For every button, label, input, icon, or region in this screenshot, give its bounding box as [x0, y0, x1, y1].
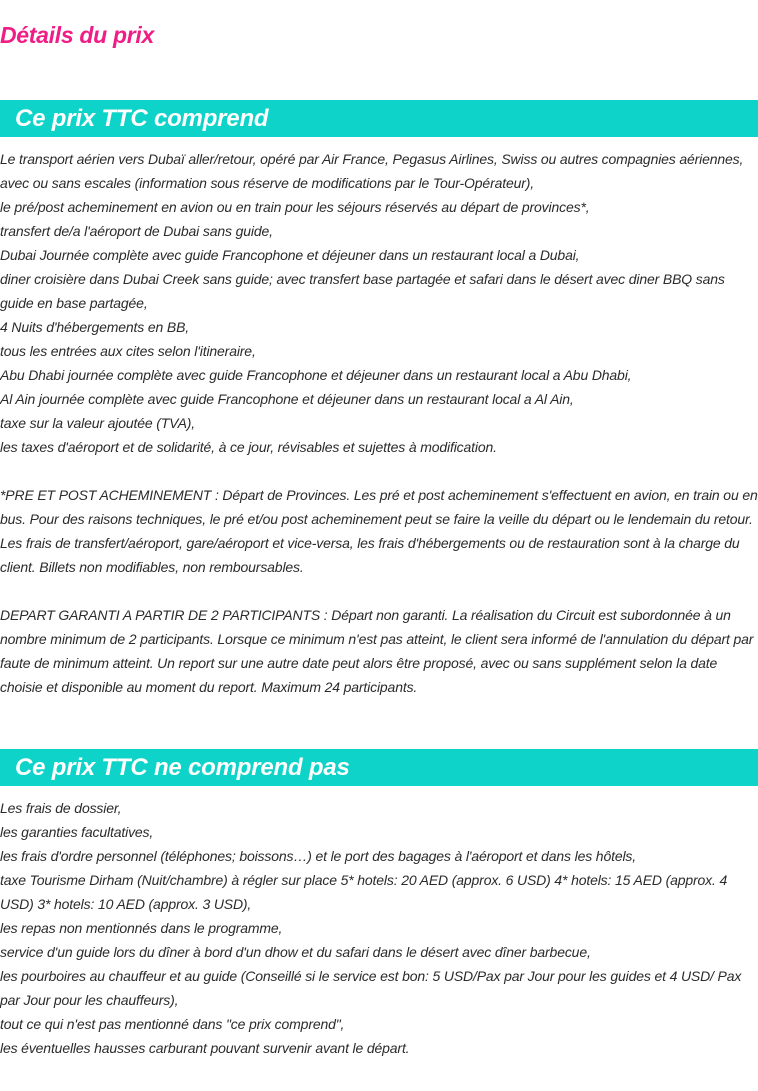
list-item: tout ce qui n'est pas mentionné dans "ce prix comprend",: [0, 1016, 345, 1032]
list-item: le pré/post acheminement en avion ou en train pour les séjours réservés au départ de provinces*,: [0, 199, 590, 215]
transport-note: *PRE ET POST ACHEMINEMENT : Départ de Provinces. Les pré et post acheminement s'effectuent en avion, en train ou en bus. Pour des raisons techniques, le pré et/ou post acheminement peut se faire la veille du départ ou le lendemain du retour. Les frais de transfert/aéroport, gare/aéroport et vice-versa, les frais d'hébergements ou de restauration sont à la charge du client. Billets non modifiables, non remboursables.: [0, 487, 758, 575]
list-item: les éventuelles hausses carburant pouvant survenir avant le départ.: [0, 1040, 410, 1056]
list-item: les pourboires au chauffeur et au guide (Conseillé si le service est bon: 5 USD/Pax par Jour pour les guides et 4 USD/ Pax par Jour pour les chauffeurs),: [0, 968, 742, 1008]
departure-note: DEPART GARANTI A PARTIR DE 2 PARTICIPANTS : Départ non garanti. La réalisation du Circuit est subordonnée à un nombre minimum de 2 participants. Lorsque ce minimum n'est pas atteint, le client sera informé de l'annulation du départ par faute de minimum atteint. Un report sur une autre date peut alors être proposé, avec ou sans supplément selon la date choisie et disponible au moment du report. Maximum 24 participants.: [0, 607, 754, 695]
excludes-heading: Ce prix TTC ne comprend pas: [15, 754, 350, 781]
includes-section-header: [0, 100, 758, 137]
list-item: les frais d'ordre personnel (téléphones; boissons…) et le port des bagages à l'aéroport et dans les hôtels,: [0, 848, 637, 864]
list-item: 4 Nuits d'hébergements en BB,: [0, 319, 189, 335]
list-item: taxe sur la valeur ajoutée (TVA),: [0, 415, 196, 431]
excludes-section-header: [0, 749, 758, 786]
list-item: les taxes d'aéroport et de solidarité, à ce jour, révisables et sujettes à modification.: [0, 439, 497, 455]
list-item: tous les entrées aux cites selon l'itineraire,: [0, 343, 256, 359]
list-item: service d'un guide lors du dîner à bord d'un dhow et du safari dans le désert avec dîner barbecue,: [0, 944, 591, 960]
list-item: taxe Tourisme Dirham (Nuit/chambre) à régler sur place 5* hotels: 20 AED (approx. 6 USD) 4* hotels: 15 AED (approx. 4 USD) 3* hotels: 10 AED (approx. 3 USD),: [0, 872, 728, 912]
list-item: diner croisière dans Dubai Creek sans guide; avec transfert base partagée et safari dans le désert avec diner BBQ sans guide en base partagée,: [0, 271, 725, 311]
list-item: Les frais de dossier,: [0, 800, 122, 816]
list-item: Le transport aérien vers Dubaï aller/retour, opéré par Air France, Pegasus Airlines, Swiss ou autres compagnies aériennes, avec ou sans escales (information sous réserve de modifications par le Tour-Opérateur),: [0, 151, 744, 191]
list-item: les garanties facultatives,: [0, 824, 154, 840]
list-item: Abu Dhabi journée complète avec guide Francophone et déjeuner dans un restaurant local a Abu Dhabi,: [0, 367, 632, 383]
page-title: Détails du prix: [0, 22, 154, 48]
list-item: Al Ain journée complète avec guide Francophone et déjeuner dans un restaurant local a Al Ain,: [0, 391, 574, 407]
includes-list: [0, 147, 758, 699]
excludes-list: [0, 796, 758, 1060]
list-item: Dubai Journée complète avec guide Francophone et déjeuner dans un restaurant local a Dubai,: [0, 247, 580, 263]
spacer: [0, 579, 758, 603]
spacer: [0, 459, 758, 483]
includes-heading: Ce prix TTC comprend: [15, 105, 269, 132]
list-item: transfert de/a l'aéroport de Dubai sans guide,: [0, 223, 273, 239]
list-item: les repas non mentionnés dans le programme,: [0, 920, 283, 936]
